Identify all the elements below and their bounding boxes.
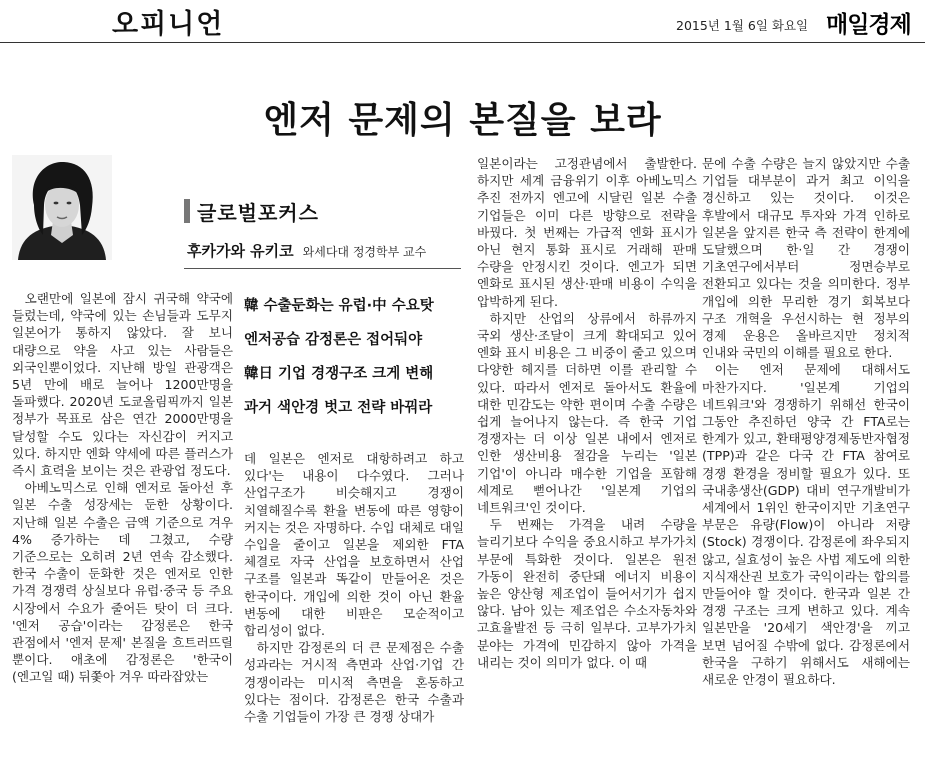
- body-column-4: [702, 155, 910, 777]
- pullquote-line: 엔저공습 감정론은 접어둬야: [244, 332, 423, 348]
- body-paragraph: 하지만 감정론의 더 큰 문제점은 수출 성과라는 거시적 측면과 산업·기업 간 경쟁이라는 미시적 측면을 혼동하고 있다는 점이다. 감정론은 한국 수출과 수출 기업들이 가장 큰 경쟁 상대가: [244, 640, 464, 725]
- column-label-text: 글로벌포커스: [197, 200, 319, 225]
- body-column-1: [12, 290, 233, 777]
- author-portrait-icon: [12, 155, 112, 260]
- body-paragraph: 문에 수출 수량은 늘지 않았지만 수출 기업들 대부분이 과거 최고 이익을 경신하고 있는 것이다. 이것은 후발에서 대규모 투자와 가격 인하로 일본을 앞지른 한국 측 전략이 한계에 도달했으며 한·일 간 경쟁이 기초연구에서부터 정면승부로 전환되고 있다는 것을 의미한다. 정부 개입에 의한 무리한 경기 회복보다 구조 개혁을 우선시하는 현 정부의 경제 운용은 올바르지만 정치적 인내와 국민의 이해를 필요로 한다.: [702, 156, 910, 361]
- column-label-bar: [184, 199, 190, 223]
- newspaper-masthead: 매일경제: [826, 12, 911, 38]
- publication-date: 2015년 1월 6일 화요일: [676, 18, 809, 33]
- body-paragraph: 데 일본은 엔저로 대항하려고 하고 있다'는 내용이 다수였다. 그러나 산업구조가 비슷해지고 경쟁이 치열해질수록 환율 변동에 따른 영향이 커지는 것은 자명하다. 수입 대체로 대일 수입을 줄이고 일본을 제외한 FTA 체결로 자국 산업을 보호하면서 산업 구조를 일본과 똑같이 만들어온 것은 한국이다. 개입에 의한 것이 아닌 환율 변동에 대한 비판은 모순적이고 합리성이 없다.: [244, 451, 464, 639]
- body-paragraph: 오랜만에 일본에 잠시 귀국해 약국에 들렀는데, 약국에 있는 손님들과 도무지 일본어가 통하지 않았다. 잘 보니 대량으로 약을 사고 있는 사람들은 외국인뿐이었다. 지난해 방일 관광객은 5년 만에 배로 늘어나 1200만명을 돌파했다. 2020년 도쿄올림픽까지 일본 정부가 목표로 삼은 연간 2000만명을 달성할 수도 있다는 자신감이 커지고 있다. 하지만 엔화 약세에 따른 플러스가 즉시 효력을 보이는 것은 관광업 정도다.: [12, 291, 233, 479]
- body-paragraph: 일본이라는 고정관념에서 출발한다. 하지만 세계 금융위기 이후 아베노믹스 추진 전까지 엔고에 시달린 일본 수출 기업들은 이미 다른 방향으로 전략을 바꿨다. 첫 번째는 가급적 엔화 표시가 아닌 현지 통화 표시로 거래해 판매 수량을 안정시킨 것이다. 엔고가 되면 엔화로 표시된 생산·판매 비용이 수익을 압박하게 된다.: [477, 156, 697, 309]
- body-paragraph: 이는 엔저 문제에 대해서도 마찬가지다. '일본계 기업의 네트워크'와 경쟁하기 위해선 한국이 그동안 추진하던 양국 간 FTA로는 한계가 있고, 환태평양경제동반자협정(TPP)과 같은 다국 간 FTA 참여로 경쟁 환경을 정비할 필요가 있다. 또 국내총생산(GDP) 대비 연구개발비가 세계에서 1위인 한국이지만 기초연구 부문은 유량(Flow)이 아니라 저량(Stock) 경쟁이다. 감정론에 좌우되지 않고, 실효성이 높은 사법 제도에 의한 지식재산권 보호가 국익이라는 합의를 만들어야 할 것이다. 한국과 일본 간 경쟁 구조는 크게 변하고 있다. 계속 일본만을 '20세기 색안경'을 끼고 보면 넘어질 수밖에 없다. 감정론에서 한국을 구하기 위해서도 새해에는 새로운 안경이 필요하다.: [702, 362, 910, 688]
- body-paragraph: 아베노믹스로 인해 엔저로 돌아선 후 일본 수출 성장세는 둔한 상황이다. 지난해 일본 수출은 금액 기준으로 겨우 4% 증가하는 데 그쳤고, 수량 기준으로는 오히려 2년 연속 감소했다. 한국 수출이 둔화한 것은 엔저로 인한 가격 경쟁력 상실보다 유럽·중국 등 주요 시장에서 수요가 줄어든 탓이 더 크다. '엔저 공습'이라는 감정론은 한국 관점에서 '엔저 문제' 본질을 흐트러뜨릴 뿐이다. 애초에 감정론은 '한국이 (엔고일 때) 뒤쫓아 겨우 따라잡았는: [12, 480, 233, 685]
- header-divider: [0, 42, 925, 43]
- body-column-2: [244, 450, 464, 777]
- author-affiliation: 와세다대 정경학부 교수: [302, 245, 427, 259]
- pullquote-line: 韓日 기업 경쟁구조 크게 변해: [244, 366, 434, 382]
- author-name: 후카가와 유키코: [187, 242, 294, 260]
- pullquote-line: 韓 수출둔화는 유럽·中 수요탓: [244, 298, 434, 314]
- column-label: [184, 198, 319, 224]
- body-paragraph: 하지만 산업의 상류에서 하류까지 국외 생산·조달이 크게 확대되고 있어 엔화 표시 비용은 그 비중이 줄고 있으며 다양한 헤지를 더하면 이를 관리할 수 있다. 따라서 엔저로 돌아서도 환율에 대한 민감도는 약한 편이며 수출 수량은 쉽게 늘어나지 않는다. 즉 한국 기업 경쟁자는 더 이상 일본 내에서 엔저로 인한 생산비용 절감을 누리는 '일본 기업'이 아니라 매수한 기업을 포함해 세계로 뻗어나간 '일본계 기업의 네트워크'인 것이다.: [477, 310, 697, 516]
- section-title: 오피니언: [112, 9, 225, 40]
- pullquote: [244, 289, 466, 425]
- author-photo: [12, 155, 112, 260]
- article-headline: 엔저 문제의 본질을 보라: [263, 99, 662, 141]
- byline: [184, 240, 461, 269]
- pullquote-line: 과거 색안경 벗고 전략 바꿔라: [244, 400, 433, 416]
- body-paragraph: 두 번째는 가격을 내려 수량을 늘리기보다 수익을 중요시하고 부가가치 부문에 특화한 것이다. 일본은 원전 가동이 완전히 중단돼 에너지 비용이 높은 양산형 제조업이 들어서기가 쉽지 않다. 남아 있는 제조업은 수소자동차와 고효율발전 등 극히 일부다. 고부가가치 분야는 가격에 민감하지 않아 가격을 내리는 것이 의미가 없다. 이 때: [477, 517, 697, 670]
- body-column-3: [477, 155, 697, 777]
